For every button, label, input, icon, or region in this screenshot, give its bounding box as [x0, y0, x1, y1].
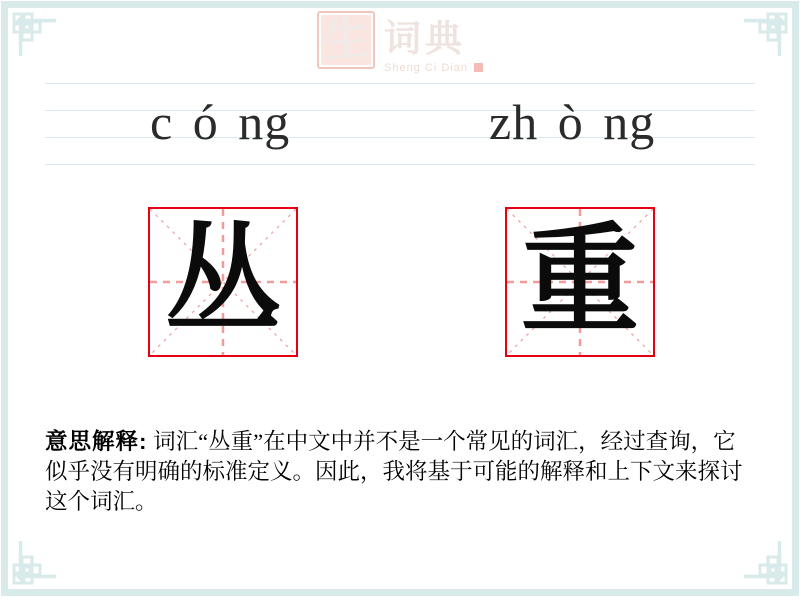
- logo-square-icon: [474, 63, 483, 72]
- meaning-paragraph: [45, 427, 751, 517]
- pinyin-syllable-2: zh ò ng: [489, 94, 656, 150]
- ruled-line: [45, 164, 755, 165]
- corner-lattice-icon: [744, 8, 792, 56]
- logo-seal-character: 生: [321, 12, 371, 67]
- pinyin-syllable-1: c ó ng: [150, 94, 291, 150]
- app-logo: [317, 11, 483, 74]
- character-box-1: [148, 207, 298, 357]
- hanzi-character-2: 重: [520, 216, 639, 347]
- corner-lattice-icon: [8, 541, 56, 589]
- corner-lattice-icon: [8, 8, 56, 56]
- character-box-2: [505, 207, 655, 357]
- corner-lattice-icon: [744, 541, 792, 589]
- meaning-label: 意思解释:: [45, 428, 148, 454]
- hanzi-character-1: 丛: [163, 216, 282, 347]
- ruled-line: [45, 83, 755, 84]
- logo-romanized-text: Sheng Ci Dian: [384, 61, 468, 74]
- meaning-text: 词汇“丛重”在中文中并不是一个常见的词汇，经过查询，它似乎没有明确的标准定义。因此，我将基于可能的解释和上下文来探讨这个词汇。: [45, 428, 743, 514]
- logo-seal-icon: [317, 11, 375, 69]
- logo-brand-text: 词典: [384, 19, 467, 60]
